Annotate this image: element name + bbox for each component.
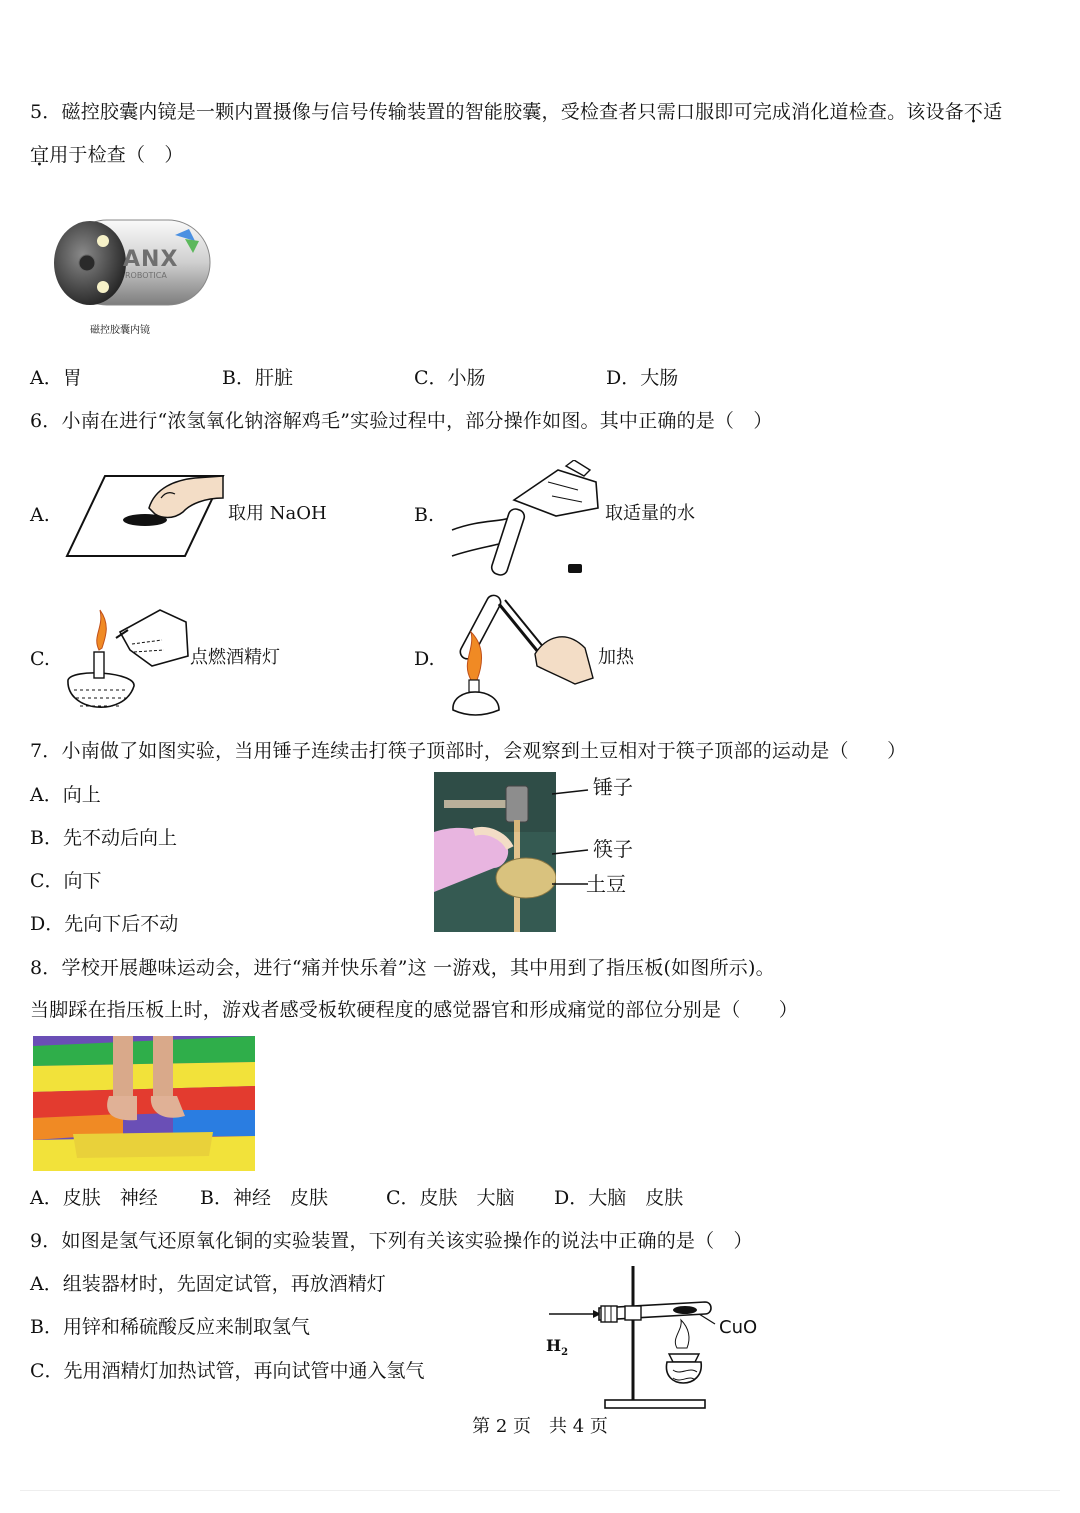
q6-option-c-letter[interactable]: C.	[30, 648, 50, 670]
q8-option-a[interactable]: A．皮肤 神经	[30, 1187, 158, 1209]
q6-option-b-letter[interactable]: B.	[414, 504, 435, 526]
q9-option-c[interactable]: C．先用酒精灯加热试管，再向试管中通入氢气	[30, 1360, 425, 1382]
q5-stem-char: 适	[983, 101, 1003, 123]
label-hammer: 锤子	[593, 775, 633, 799]
label-cuo: CuO	[719, 1317, 758, 1338]
q6-option-a-label: 取用 NaOH	[228, 503, 327, 524]
q7-option-d[interactable]: D．先向下后不动	[30, 913, 179, 935]
hydrogen-reduction-apparatus	[545, 1262, 745, 1412]
q5-option-d[interactable]: D．大肠	[606, 367, 679, 389]
q8-stem-line1: 8．学校开展趣味运动会，进行“痛并快乐着”这 一游戏，其中用到了指压板(如图所示)。	[30, 957, 775, 979]
q7-option-a[interactable]: A．向上	[30, 784, 101, 806]
q9-option-a[interactable]: A．组装器材时，先固定试管，再放酒精灯	[30, 1273, 386, 1295]
heating-test-tube-illustration	[445, 588, 595, 724]
light-alcohol-lamp-illustration	[60, 602, 192, 720]
q7-option-b[interactable]: B．先不动后向上	[30, 827, 177, 849]
pour-water-illustration	[448, 460, 603, 580]
q6-option-d-label: 加热	[598, 647, 634, 668]
q5-stem-text: 5．磁控胶囊内镜是一颗内置摄像与信号传输装置的智能胶囊，受检查者只需口服即可完成消化道检查。该设备	[30, 101, 964, 123]
q6-option-a-letter[interactable]: A.	[30, 504, 50, 526]
q8-option-d[interactable]: D．大脑 皮肤	[554, 1187, 684, 1209]
label-potato: 土豆	[586, 872, 626, 896]
q5-option-b[interactable]: B．肝脏	[222, 367, 293, 389]
capsule-logo-sub: ROBOTICA	[125, 271, 167, 280]
label-h-sub: 2	[561, 1347, 569, 1359]
capsule-logo: ANX	[123, 247, 179, 272]
q6-stem: 6．小南在进行“浓氢氧化钠溶解鸡毛”实验过程中，部分操作如图。其中正确的是（ ）	[30, 410, 773, 432]
naoh-on-paper-illustration	[65, 468, 225, 560]
q5-option-c[interactable]: C．小肠	[414, 367, 486, 389]
q5-stem-text-2: 用于检查（ ）	[49, 144, 184, 166]
q6-option-c-label: 点燃酒精灯	[190, 647, 280, 668]
footer-divider	[20, 1490, 1060, 1491]
page-footer: 第 2 页 共 4 页	[472, 1416, 608, 1437]
q5-stem-line2	[30, 143, 184, 167]
q5-emphasis-char-2: 宜	[30, 144, 50, 166]
q5-emphasis-char: 不	[963, 101, 984, 123]
q8-stem-line2: 当脚踩在指压板上时，游戏者感受板软硬程度的感觉器官和形成痛觉的部位分别是（ ）	[30, 999, 799, 1021]
q5-stem-line1	[30, 100, 1002, 124]
q9-option-b[interactable]: B．用锌和稀硫酸反应来制取氢气	[30, 1316, 310, 1338]
capsule-caption: 磁控胶囊内镜	[90, 325, 150, 336]
q5-option-a[interactable]: A．胃	[30, 367, 82, 389]
q9-stem: 9．如图是氢气还原氧化铜的实验装置，下列有关该实验操作的说法中正确的是（ ）	[30, 1230, 753, 1252]
label-h: H	[546, 1336, 562, 1355]
capsule-endoscope-figure	[45, 205, 215, 340]
q8-option-b[interactable]: B．神经 皮肤	[200, 1187, 328, 1209]
q7-option-c[interactable]: C．向下	[30, 870, 102, 892]
q6-option-d-letter[interactable]: D.	[414, 648, 435, 670]
q8-option-c[interactable]: C．皮肤 大脑	[386, 1187, 515, 1209]
q6-option-b-label: 取适量的水	[605, 503, 695, 524]
label-h2	[546, 1336, 568, 1358]
hammer-potato-photo	[434, 772, 556, 932]
label-chopstick: 筷子	[593, 837, 633, 861]
q7-stem: 7．小南做了如图实验，当用锤子连续击打筷子顶部时，会观察到土豆相对于筷子顶部的运动是（ ）	[30, 740, 907, 762]
acupressure-mat-photo	[33, 1036, 255, 1171]
